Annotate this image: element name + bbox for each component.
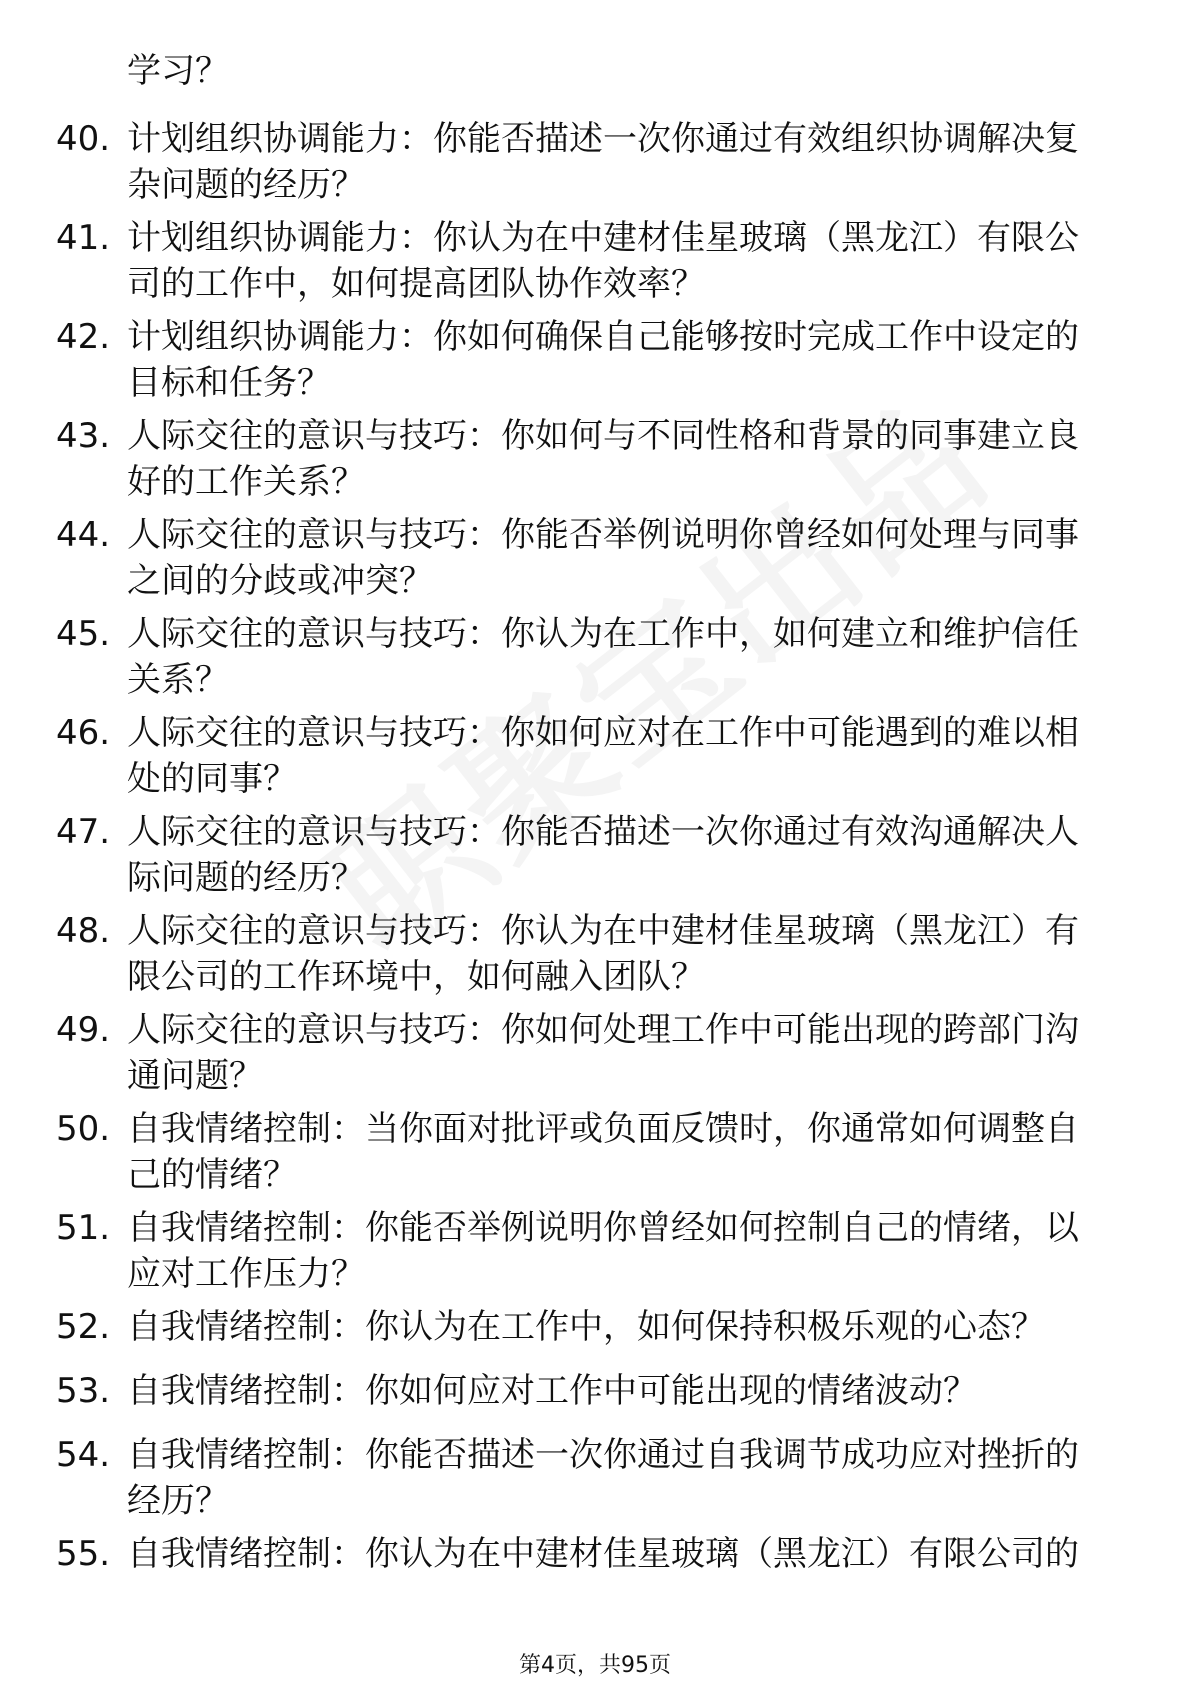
question-text: 计划组织协调能力：你能否描述一次你通过有效组织协调解决复杂问题的经历？ [127,119,1079,205]
question-item-45 [0,611,1190,710]
question-item-55 [0,1531,1190,1595]
question-number: 46. [56,713,111,753]
question-number: 51. [56,1208,111,1248]
question-item-43 [0,413,1190,512]
question-item-49 [0,1007,1190,1106]
question-item-48 [0,908,1190,1007]
question-text: 自我情绪控制：你认为在工作中，如何保持积极乐观的心态？ [127,1307,1045,1347]
question-item-51 [0,1205,1190,1304]
question-text: 人际交往的意识与技巧：你能否举例说明你曾经如何处理与同事之间的分歧或冲突？ [127,515,1079,601]
question-text: 计划组织协调能力：你认为在中建材佳星玻璃（黑龙江）有限公司的工作中，如何提高团队协作效率？ [127,218,1079,304]
question-item-40 [0,116,1190,215]
page-footer: 第4页，共95页 [519,1653,671,1678]
question-text: 自我情绪控制：你认为在中建材佳星玻璃（黑龙江）有限公司的 [127,1534,1079,1574]
question-text: 自我情绪控制：你能否举例说明你曾经如何控制自己的情绪，以应对工作压力？ [127,1208,1079,1294]
question-list [0,116,1190,1595]
question-text: 自我情绪控制：你如何应对工作中可能出现的情绪波动？ [127,1371,977,1411]
question-text: 人际交往的意识与技巧：你如何处理工作中可能出现的跨部门沟通问题？ [127,1010,1079,1096]
question-item-42 [0,314,1190,413]
question-number: 49. [56,1010,111,1050]
question-number: 53. [56,1371,111,1411]
question-item-44 [0,512,1190,611]
question-text: 计划组织协调能力：你如何确保自己能够按时完成工作中设定的目标和任务？ [127,317,1079,403]
question-text: 人际交往的意识与技巧：你认为在中建材佳星玻璃（黑龙江）有限公司的工作环境中，如何融入团队？ [127,911,1079,997]
question-text: 人际交往的意识与技巧：你认为在工作中，如何建立和维护信任关系？ [127,614,1079,700]
question-item-52 [0,1304,1190,1368]
question-number: 52. [56,1307,111,1347]
question-number: 45. [56,614,111,654]
question-item-47 [0,809,1190,908]
question-number: 43. [56,416,111,456]
question-text: 人际交往的意识与技巧：你如何应对在工作中可能遇到的难以相处的同事？ [127,713,1079,799]
question-number: 41. [56,218,111,258]
continued-question-text: 学习？ [127,51,229,91]
question-text: 人际交往的意识与技巧：你如何与不同性格和背景的同事建立良好的工作关系？ [127,416,1079,502]
question-text: 人际交往的意识与技巧：你能否描述一次你通过有效沟通解决人际问题的经历？ [127,812,1079,898]
question-text: 自我情绪控制：你能否描述一次你通过自我调节成功应对挫折的经历？ [127,1435,1079,1521]
question-number: 47. [56,812,111,852]
question-item-53 [0,1368,1190,1432]
question-number: 42. [56,317,111,357]
question-number: 44. [56,515,111,555]
question-item-41 [0,215,1190,314]
question-number: 54. [56,1435,111,1475]
question-number: 48. [56,911,111,951]
question-number: 55. [56,1534,111,1574]
question-number: 50. [56,1109,111,1149]
question-item-46 [0,710,1190,809]
question-text: 自我情绪控制：当你面对批评或负面反馈时，你通常如何调整自己的情绪？ [127,1109,1079,1195]
question-number: 40. [56,119,111,159]
question-item-54 [0,1432,1190,1531]
question-item-50 [0,1106,1190,1205]
